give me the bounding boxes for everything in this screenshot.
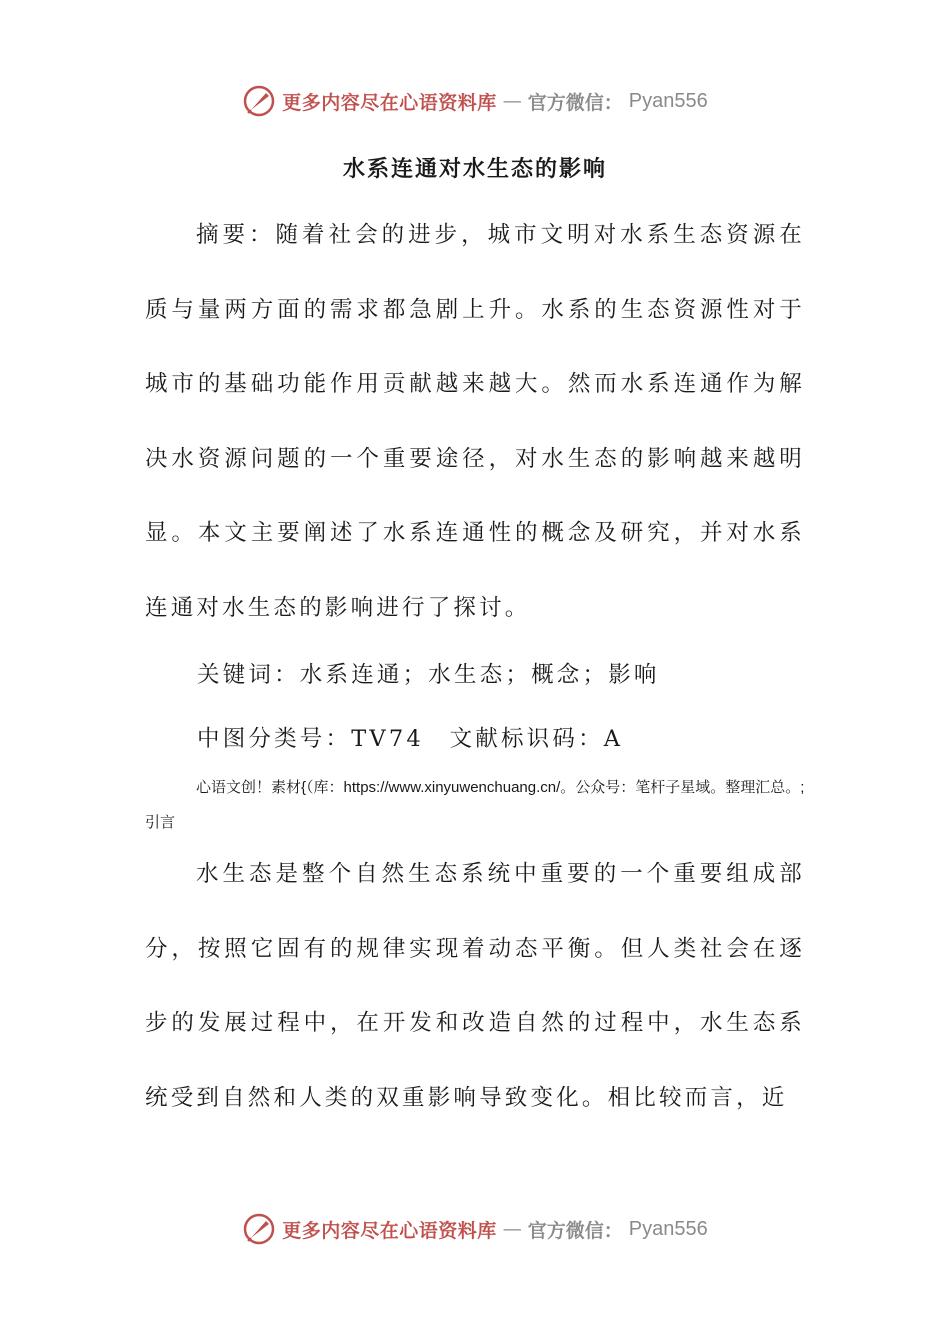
quill-logo-icon xyxy=(242,84,276,118)
page-title: 水系连通对水生态的影响 xyxy=(342,157,607,182)
banner-wechat-id: Pyan556 xyxy=(628,1217,708,1240)
abstract-paragraph: 摘要：随着社会的进步，城市文明对水系生态资源在质与量两方面的需求都急剧上升。水系的生态资源性对于城市的基础功能作用贡献越来越大。然而水系连通作为解决水资源问题的一个重要途径，对水生态的影响越来越明显。本文主要阐述了水系连通性的概念及研究，并对水系连通对水生态的影响进行了探讨。 xyxy=(145,222,805,621)
body-paragraph: 水生态是整个自然生态系统中重要的一个重要组成部分，按照它固有的规律实现着动态平衡。但人类社会在逐步的发展过程中，在开发和改造自然的过程中，水生态系统受到自然和人类的双重影响导致变化。相比较而言，近 xyxy=(145,861,805,1111)
classification-line: 中图分类号：TV74 文献标识码：A xyxy=(197,726,624,752)
banner-wechat-label: 官方微信： xyxy=(527,1219,623,1242)
quill-logo-icon xyxy=(242,1212,276,1246)
banner-wechat-label: 官方微信： xyxy=(527,91,623,114)
banner-separator: — xyxy=(502,1218,522,1240)
keywords-line: 关键词：水系连通；水生态；概念；影响 xyxy=(197,662,660,688)
header-banner xyxy=(0,84,950,118)
footer-banner xyxy=(0,1212,950,1246)
banner-main-text: 更多内容尽在心语资料库 xyxy=(282,1219,497,1242)
banner-main-text: 更多内容尽在心语资料库 xyxy=(282,91,497,114)
source-note: 心语文创！素材{（库：https://www.xinyuwenchuang.cn/。公众号：笔杆子星域。整理汇总。;引言 xyxy=(145,779,805,831)
banner-separator: — xyxy=(502,90,522,112)
banner-wechat-id: Pyan556 xyxy=(628,89,708,112)
